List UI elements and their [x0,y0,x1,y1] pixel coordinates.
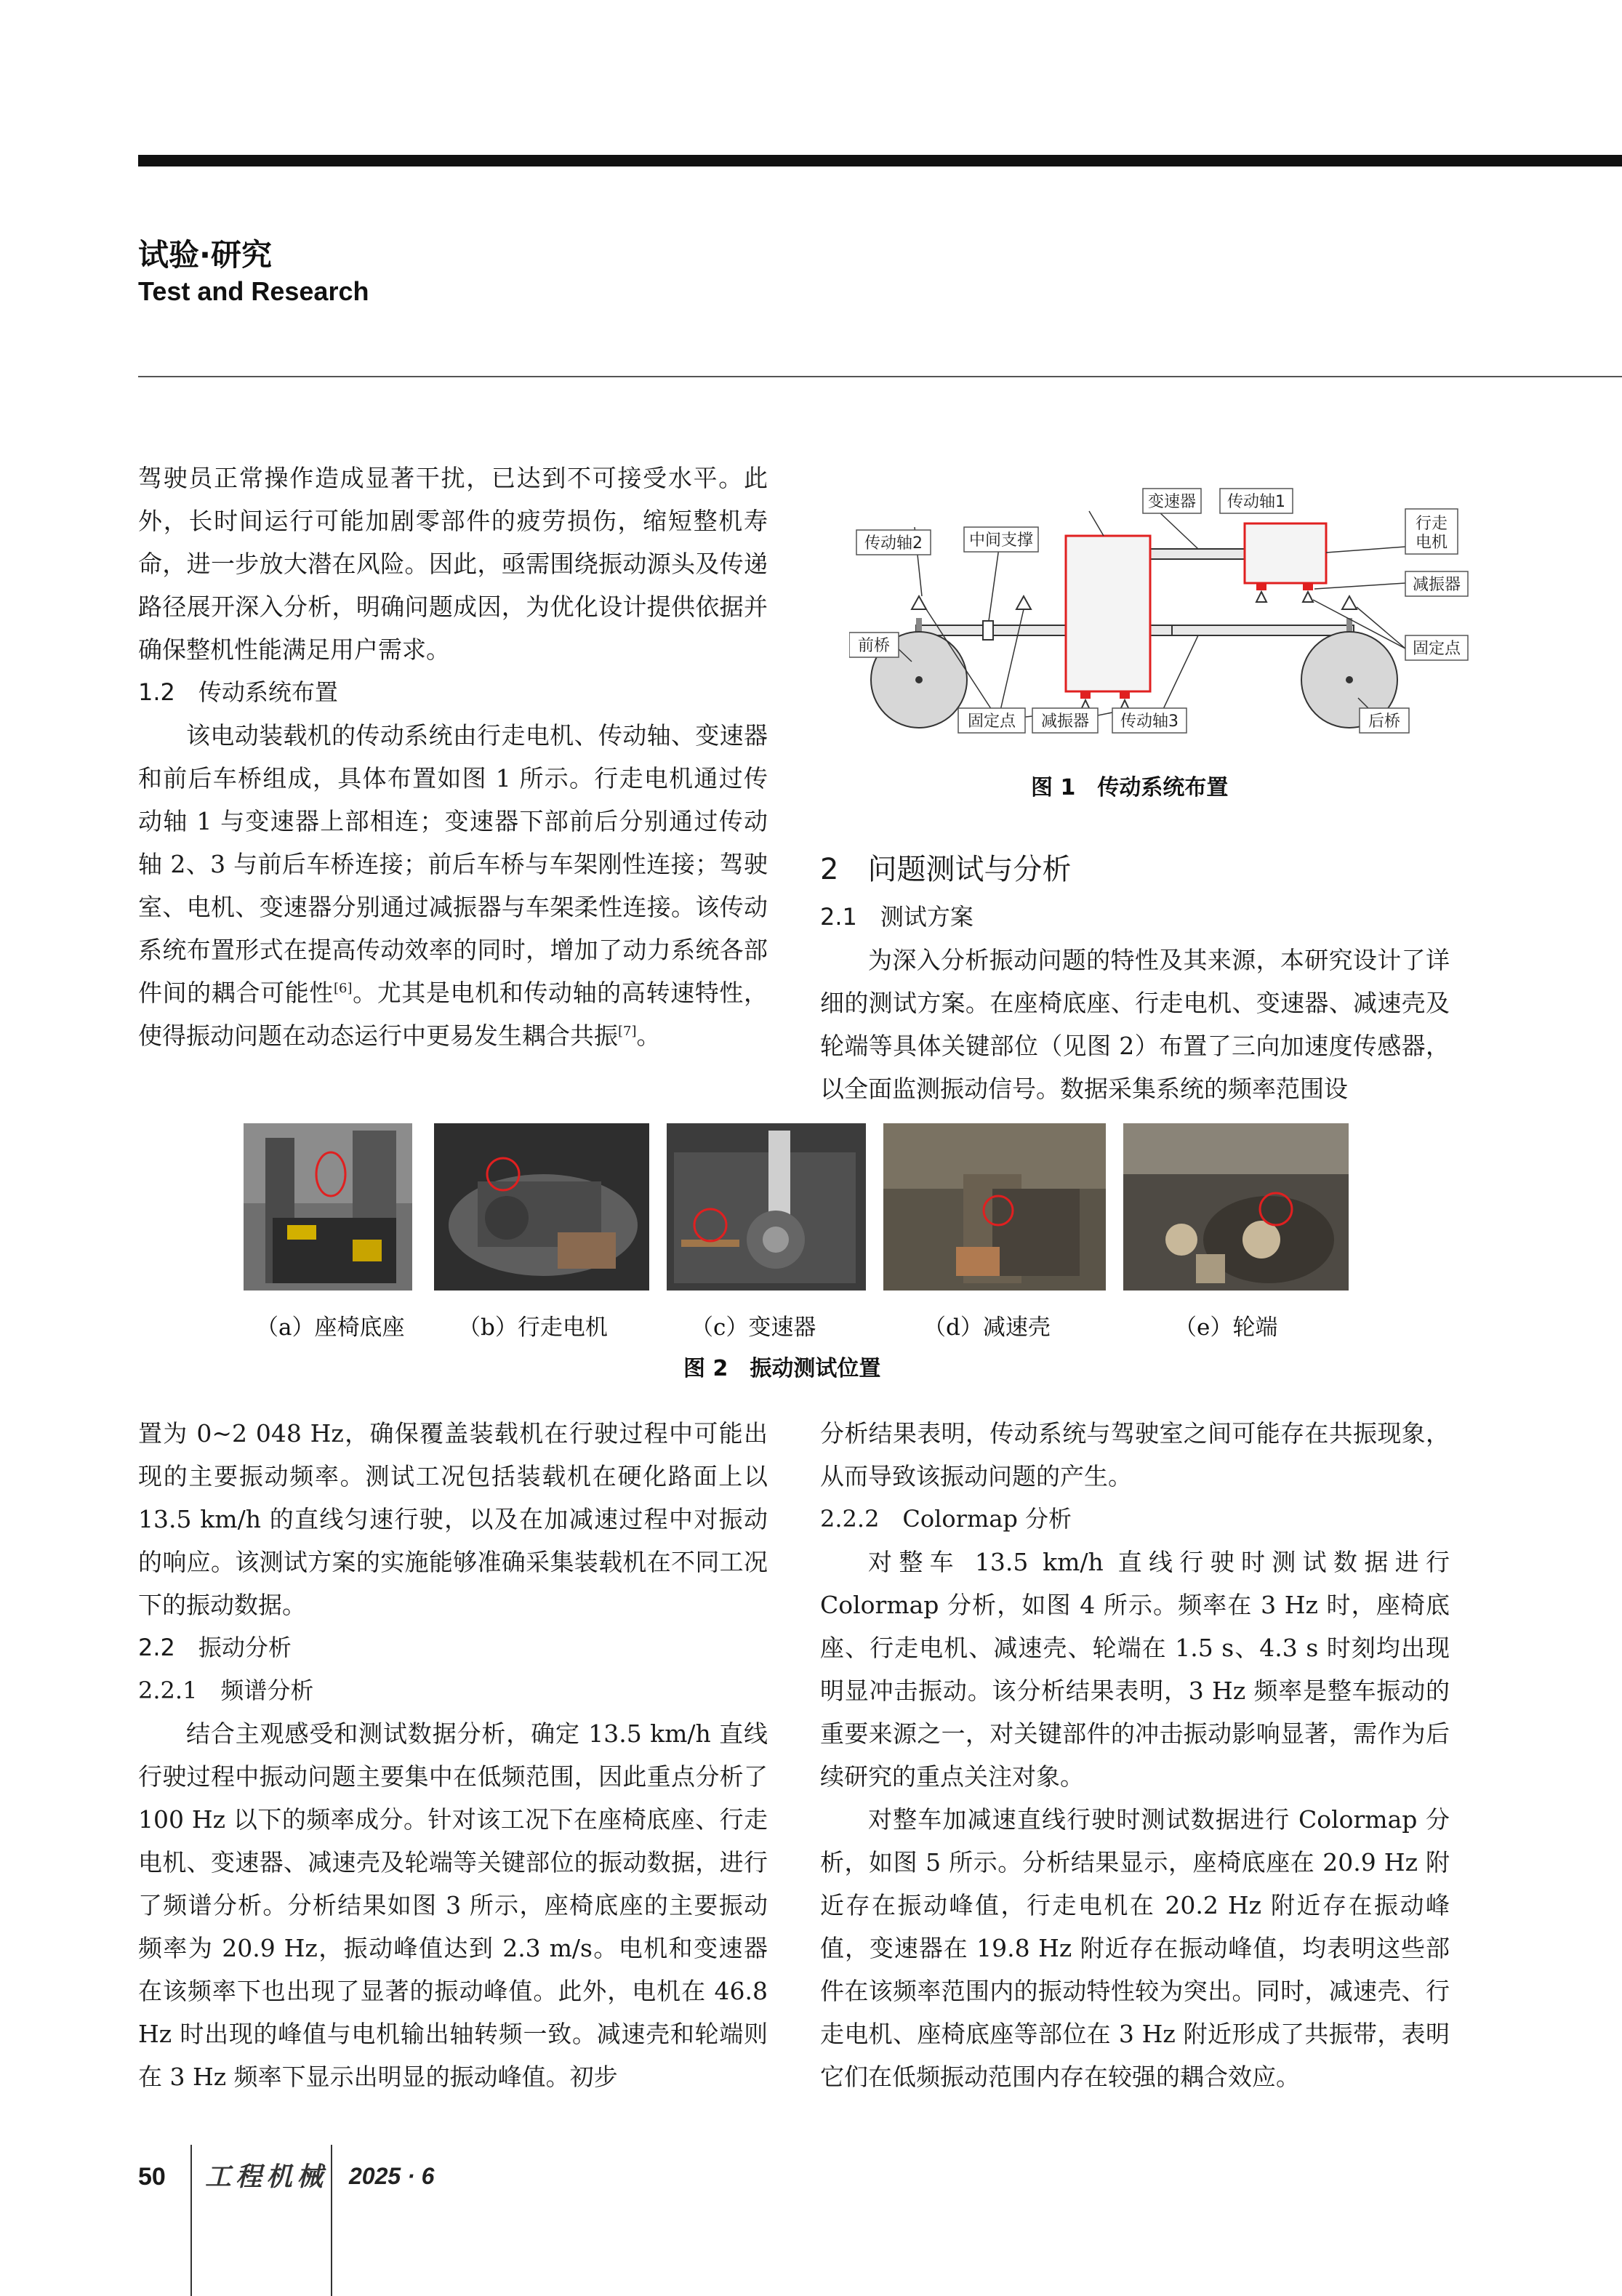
transmission-box [1066,536,1150,691]
label-shaft3: 传动轴3 [1120,713,1179,731]
figure-1-caption: 图 1 传动系统布置 [1031,775,1229,800]
paragraph: 驾驶员正常操作造成显著干扰，已达到不可接受水平。此外，长时间运行可能加剧零部件的疲劳损伤，缩短整机寿命，进一步放大潜在风险。因此，亟需围绕振动源头及传递路径展开深入分析，明确问题成因，为优化设计提供依据并确保整机性能满足用户需求。 [138,464,768,664]
label-front-axle: 前桥 [857,637,891,655]
label-fixed-point-right: 固定点 [1412,640,1461,658]
photo-motor [434,1123,649,1291]
paragraph: 对整车加减速直线行驶时测试数据进行 Colormap 分析，如图 5 所示。分析结果显示，座椅底座在 20.9 Hz 附近存在振动峰值，行走电机在 20.2 Hz 附近存在振动峰值，变速器在 19.8 Hz 附近存在振动峰值，均表明这些部件在该频率范围内的振动特性较为突出。同时，减速壳、行走电机、座椅底座等部位在 3 Hz 附近形成了共振带，表明它们在低频振动范围内存在较强的耦合效应。 [820,1805,1450,2091]
label-shaft1: 传动轴1 [1227,493,1285,511]
paragraph: 置为 0~2 048 Hz，确保覆盖装载机在行驶过程中可能出现的主要振动频率。测试工况包括装载机在硬化路面上以 13.5 km/h 的直线匀速行驶，以及在加减速过程中对振动的响应。该测试方案的实施能够准确采集装载机在不同工况下的振动数据。 [138,1419,768,1619]
left-column-bottom [138,1412,768,2098]
paragraph: 对整车 13.5 km/h 直线行驶时测试数据进行 Colormap 分析，如图 4 所示。频率在 3 Hz 时，座椅底座、行走电机、减速壳、轮端在 1.5 s、4.3 s 时刻均出现明显冲击振动。该分析结果表明，3 Hz 频率是整车振动的重要来源之一，对关键部件的冲击振动影响显著，需作为后续研究的重点关注对象。 [820,1548,1450,1791]
heading-2: 2 问题测试与分析 [820,853,1072,886]
footer-divider [190,2145,192,2296]
label-fixed-point-bottom: 固定点 [967,713,1016,731]
footer-divider [331,2145,332,2296]
paragraph: 分析结果表明，传动系统与驾驶室之间可能存在共振现象，从而导致该振动问题的产生。 [820,1419,1450,1490]
label-rear-axle: 后桥 [1368,713,1401,731]
paragraph: 该电动装载机的传动系统由行走电机、传动轴、变速器和前后车桥组成，具体布置如图 1 所示。行走电机通过传动轴 1 与变速器上部相连；变速器下部前后分别通过传动轴 2、3 与前后车桥连接；前后车桥与车架刚性连接；驾驶室、电机、变速器分别通过减振器与车架柔性连接。该传动系统布置形式在提高传动效率的同时，增加了动力系统各部件间的耦合可能性[6]。尤其是电机和传动轴的高转速特性，使得振动问题在动态运行中更易发生耦合共振[7]。 [138,721,768,1050]
subcaption-d: （d）减速壳 [923,1314,1051,1341]
paragraph: 结合主观感受和测试数据分析，确定 13.5 km/h 直线行驶过程中振动问题主要集中在低频范围，因此重点分析了 100 Hz 以下的频率成分。针对该工况下在座椅底座、行走电机、变速器、减速壳及轮端等关键部位的振动数据，进行了频谱分析。分析结果如图 3 所示，座椅底座的主要振动频率为 20.9 Hz，振动峰值达到 2.3 m/s。电机和变速器在该频率下也出现了显著的振动峰值。此外，电机在 46.8 Hz 时出现的峰值与电机输出轴转频一致。减速壳和轮端则在 3 Hz 频率下显示出明显的振动峰值。初步 [138,1719,768,2091]
subcaption-a: （a）座椅底座 [256,1314,405,1341]
photo-seat-base [244,1123,412,1291]
label-middle-support: 中间支撑 [968,531,1034,550]
left-column-top [138,457,768,1057]
label-transmission: 变速器 [1147,493,1197,511]
journal-logo: 工程机械 [205,2161,328,2192]
heading-2-1: 2.1 测试方案 [820,903,973,931]
figure-1-diagram [849,480,1469,760]
page-number: 50 [138,2163,166,2191]
subcaption-e: （e）轮端 [1174,1314,1278,1341]
photo-transmission [667,1123,866,1291]
section-title-zh: 试验·研究 [138,237,272,273]
label-damper-right: 减振器 [1412,576,1461,594]
issue-date: 2025 · 6 [349,2163,435,2189]
shaft3-bar [1172,625,1354,635]
label-damper-bottom: 减振器 [1040,713,1090,731]
subcaption-b: （b）行走电机 [458,1314,608,1341]
photo-wheel-end [1123,1123,1349,1291]
paragraph: 为深入分析振动问题的特性及其来源，本研究设计了详细的测试方案。在座椅底座、行走电机、变速器、减速壳及轮端等具体关键部位（见图 2）布置了三向加速度传感器，以全面监测振动信号。数据采集系统的频率范围设 [820,946,1450,1103]
right-column-bottom [820,1412,1450,2098]
header-rule [138,376,1622,377]
shaft1-bar [1143,549,1259,559]
citation[interactable]: [7] [618,1024,637,1039]
citation[interactable]: [6] [333,981,353,996]
right-column-top [820,843,1450,1110]
label-shaft2: 传动轴2 [864,534,923,553]
heading-1-2: 1.2 传动系统布置 [138,678,338,706]
photo-reducer-housing [883,1123,1106,1291]
middle-support-block [983,621,993,640]
header-bar [138,155,1622,166]
section-title-en: Test and Research [138,276,369,306]
heading-2-2-2: 2.2.2 Colormap 分析 [820,1505,1072,1533]
heading-2-2: 2.2 振动分析 [138,1634,292,1661]
motor-box [1245,523,1326,583]
subcaption-c: （c）变速器 [691,1314,816,1341]
label-motor-line1: 行走 [1415,515,1448,533]
label-motor-line2: 电机 [1415,534,1448,552]
heading-2-2-1: 2.2.1 频谱分析 [138,1677,314,1704]
figure-2-caption: 图 2 振动测试位置 [683,1356,881,1381]
